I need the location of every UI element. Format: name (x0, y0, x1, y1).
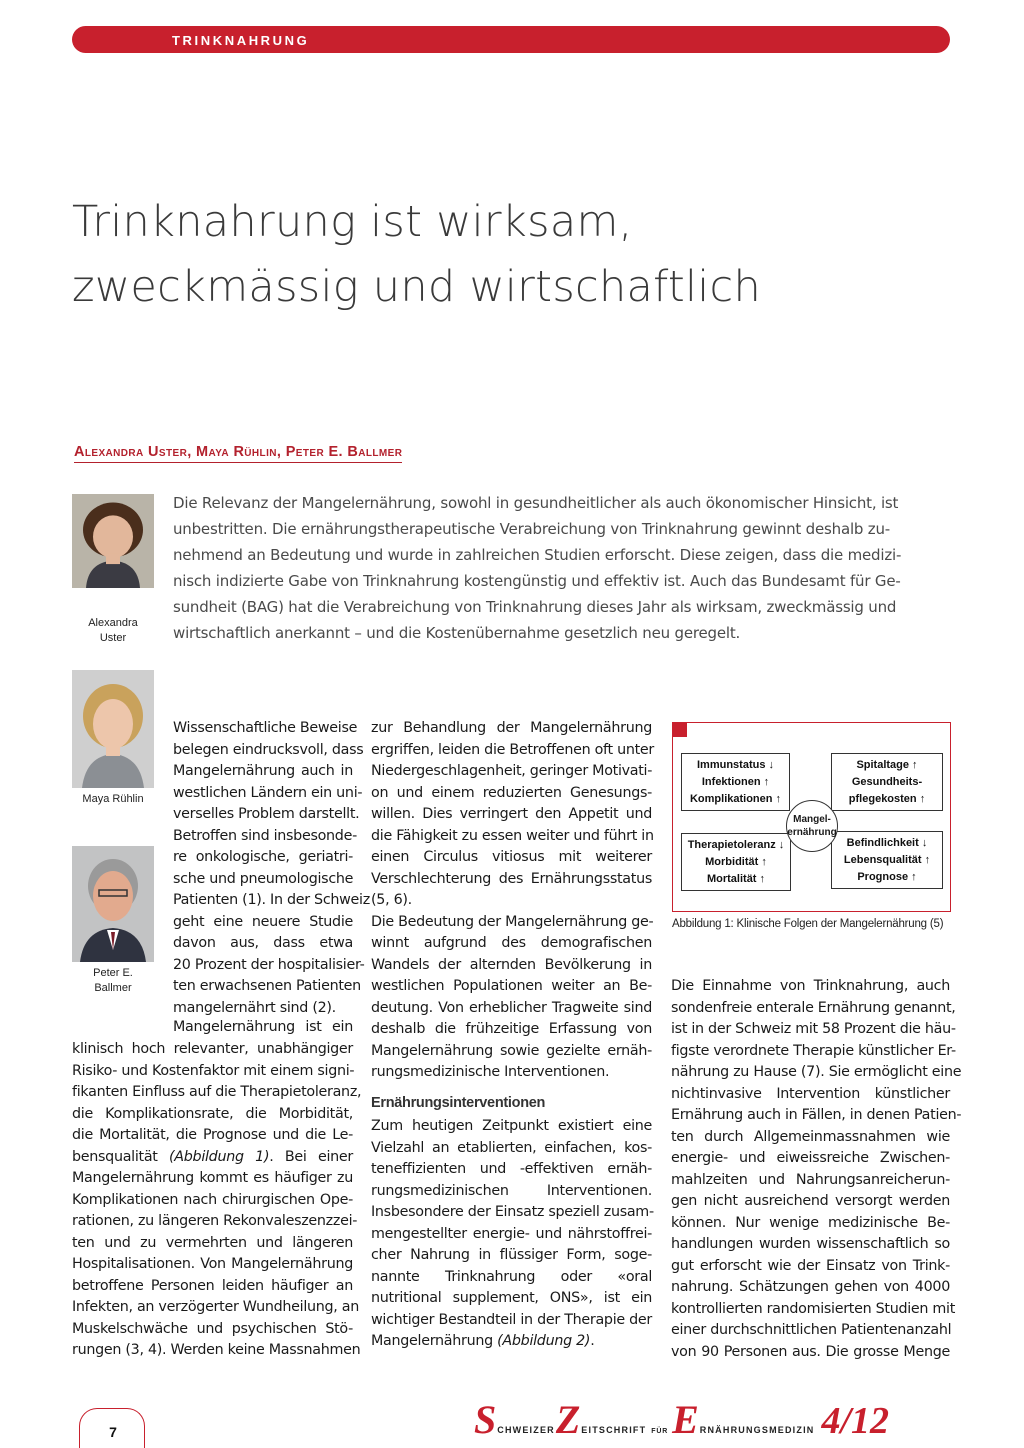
figure-box-bottom-right: Befindlichkeit ↓ Lebensqualität ↑ Prognose ↑ (831, 831, 943, 889)
body-line: kontrollierten randomisierten Studien mit (671, 1300, 956, 1317)
photo-caption-ballmer: Peter E. Ballmer (93, 967, 133, 994)
lead-line: sundheit (BAG) hat die Verabreichung von Trinknahrung dieses Jahr als wirksam, zweckmässig und (173, 598, 897, 616)
figure-box-top-left: Immunstatus ↓ Infektionen ↑ Komplikationen ↑ (681, 753, 790, 811)
body-line: ist in der Schweiz mit 58 Prozent die häu- (671, 1021, 956, 1037)
body-line: rungsmedizinische Interventionen. (371, 1064, 610, 1080)
figure-1-diagram (672, 722, 951, 912)
lead-line: wirtschaftlich anerkannt – und die Kostenübernahme gesetzlich neu geregelt. (173, 624, 741, 642)
article-authors: Alexandra Uster, Maya Rühlin, Peter E. Ballmer (74, 444, 402, 463)
author-photo-ruehlin (72, 670, 154, 788)
body-line: cher Nahrung in flüssiger Form, soge- (371, 1247, 652, 1263)
body-line: Mangelernährung sowie gezielte ernäh- (371, 1042, 652, 1059)
body-line: wichtiger Bestandteil in der Therapie der (371, 1311, 652, 1328)
body-line: Insbesondere der Einsatz speziell zusam- (371, 1204, 654, 1220)
body-column-3 (671, 976, 962, 1363)
body-line: (5, 6). (371, 892, 412, 908)
body-line: Wandels der alternden Bevölkerung in (371, 956, 652, 973)
body-line: deutung. Von erheblicher Tragweite sind (371, 999, 652, 1016)
body-line: Vielzahl an etablierten, einfachen, kos- (371, 1139, 652, 1156)
body-line: ergriffen, leiden die Betroffenen oft unter (371, 741, 654, 758)
lead-line: Die Relevanz der Mangelernährung, sowohl in gesundheitlicher als auch ökonomischer Hinsicht, ist (173, 494, 899, 512)
body-line: Wissenschaftliche Beweise (173, 720, 358, 736)
body-column-narrow (173, 718, 370, 1019)
body-line: ten durch Allgemeinmassnahmen wie (671, 1128, 950, 1145)
body-line: Hospitalisationen. Von Mangelernährung (72, 1256, 353, 1272)
body-line: Ernährung auch in Fällen, in denen Patien- (671, 1107, 962, 1123)
body-line: sche und pneumologische (173, 870, 354, 887)
body-line: betroffene Personen leiden häufiger an (72, 1277, 353, 1294)
body-line: Risiko- und Kostenfaktor mit einem signi- (72, 1062, 355, 1079)
body-line: Patienten (1). In der Schweiz (173, 892, 370, 908)
body-line: westlichen Ländern ein uni- (173, 784, 363, 801)
body-line: geht eine neuere Studie (173, 913, 353, 930)
body-line: bensqualität (Abbildung 1). Bei einer (72, 1148, 353, 1165)
body-line: handlungen wurden wissenschaftlich so (671, 1236, 950, 1252)
article-title (72, 190, 952, 319)
body-line: mengestellter energie- und nährstoffrei- (371, 1225, 652, 1242)
body-column-1-start (173, 1017, 353, 1039)
figure-reference-2: (Abbildung 2) (497, 1333, 591, 1349)
body-column-1 (72, 1039, 362, 1362)
body-line: nichtinvasive Intervention künstlicher (671, 1085, 950, 1102)
body-line: westlichen Populationen weiter an Be- (371, 978, 652, 994)
journal-logo: S CHWEIZER Z EITSCHRIFT FÜR E RNÄHRUNGSMEDIZIN 4/12 (474, 1397, 890, 1442)
body-line: verselles Problem darstellt. (173, 806, 360, 822)
body-line: figste verordnete Therapie künstlicher Er- (671, 1042, 956, 1059)
body-line: einer durchschnittlichen Patientenanzahl (671, 1322, 952, 1338)
body-line: einen Circulus vitiosus mit weiterer (371, 849, 652, 865)
body-line: Infekten, an verzögerter Wundheilung, an (72, 1299, 359, 1315)
photo-caption-uster: Alexandra Uster (88, 617, 138, 644)
figure-reference-1: (Abbildung 1) (169, 1148, 270, 1165)
body-line: mahlzeiten und Nahrungsanreicherun- (671, 1171, 950, 1188)
photo-caption-ruehlin: Maya Rühlin (82, 793, 144, 805)
body-line: 20 Prozent der hospitalisier- (173, 956, 365, 973)
body-line: mangelernährt sind (2). (173, 999, 336, 1016)
body-line: on und einem reduzierten Genesungs- (371, 784, 652, 801)
body-column-2 (371, 718, 652, 1353)
figure-box-top-right: Spitaltage ↑ Gesundheits- pflegekosten ↑ (831, 753, 943, 811)
body-line: teneffizienten und -effektiven ernäh- (371, 1161, 652, 1177)
body-line: die Fähigkeit zu essen weiter und führt in (371, 827, 654, 844)
section-label: TRINKNAHRUNG (172, 33, 310, 48)
body-line: re onkologische, geriatri- (173, 849, 353, 865)
body-line: Komplikationen nach chirurgischen Ope- (72, 1191, 353, 1208)
body-line: gen nicht ausreichend versorgt werden (671, 1193, 950, 1209)
body-line: willen. Dies verringert den Appetit und (371, 806, 652, 822)
body-line: Die Einnahme von Trinknahrung, auch (671, 978, 950, 994)
body-line: Die Bedeutung der Mangelernährung ge- (371, 913, 654, 930)
body-line: rungsmedizinischen Interventionen. (371, 1182, 652, 1199)
body-line: ten und zu vermehrten und längeren (72, 1234, 353, 1251)
page-number: 7 (109, 1424, 117, 1440)
body-line: Zum heutigen Zeitpunkt existiert eine (371, 1118, 652, 1134)
body-line: energie- und eiweissreiche Zwischen- (671, 1150, 950, 1166)
title-line-1: Trinknahrung ist wirksam, (72, 197, 633, 247)
body-line: gut erforscht wie der Einsatz von Trink- (671, 1257, 950, 1274)
lead-line: nisch indizierte Gabe von Trinknahrung kostengünstig und effektiv ist. Auch das Bundesamt für Ge- (173, 572, 901, 590)
body-line: nannte Trinknahrung oder «oral (371, 1268, 652, 1285)
figure-center-node: Mangel- ernährung (786, 800, 838, 852)
body-line: von 90 Personen aus. Die grosse Menge (671, 1343, 950, 1360)
section-subheading: Ernährungsinterventionen (371, 1094, 546, 1111)
body-line: Mangelernährung auch in (173, 763, 353, 779)
figure-box-bottom-left: Therapietoleranz ↓ Morbidität ↑ Mortalität ↑ (681, 833, 791, 891)
body-line: rationen, zu längeren Rekonvaleszenzzei- (72, 1213, 358, 1229)
page-number-tab (79, 1408, 145, 1448)
author-photo-ballmer (72, 846, 154, 962)
title-line-2: zweckmässig und wirtschaftlich (72, 261, 762, 312)
figure-1-caption: Abbildung 1: Klinische Folgen der Mangelernährung (5) (672, 918, 944, 930)
body-line: fikanten Einfluss auf die Therapietoleranz, (72, 1084, 362, 1100)
body-line: nährung zu Hause (7). Sie ermöglicht eine (671, 1064, 962, 1080)
body-line: zur Behandlung der Mangelernährung (371, 720, 652, 736)
body-line: sondenfreie enterale Ernährung genannt, (671, 999, 956, 1016)
body-line: nahrung. Schätzungen gehen von 4000 (671, 1279, 950, 1295)
body-line: die Komplikationsrate, die Morbidität, (72, 1105, 353, 1122)
body-line: davon aus, dass etwa (173, 935, 353, 951)
body-line: winnt aufgrund des demografischen (371, 935, 652, 951)
body-line: Betroffen sind insbesonde- (173, 827, 357, 844)
body-line: die Mortalität, die Prognose und die Le- (72, 1127, 353, 1143)
body-line: Verschlechterung des Ernährungsstatus (371, 870, 652, 887)
lead-line: nehmend an Bedeutung und wurde in zahlreichen Studien erforscht. Diese zeigen, dass die medizi- (173, 546, 902, 564)
article-lead (173, 490, 949, 646)
figure-corner-marker (673, 723, 687, 737)
section-header-bar (72, 26, 950, 53)
body-line: ten erwachsenen Patienten (173, 978, 361, 994)
body-line: Niedergeschlagenheit, geringer Motivati- (371, 763, 653, 779)
author-photo-uster (72, 494, 154, 588)
body-line: Mangelernährung kommt es häufiger zu (72, 1170, 353, 1186)
lead-line: unbestritten. Die ernährungstherapeutische Verabreichung von Trinknahrung gewinnt deshalb zu- (173, 520, 890, 538)
body-line: belegen eindrucksvoll, dass (173, 741, 364, 758)
body-line: nutritional supplement, ONS», ist ein (371, 1290, 652, 1306)
body-line: Muskelschwäche und psychischen Stö- (72, 1320, 353, 1337)
body-line: Mangelernährung (Abbildung 2). (371, 1333, 595, 1349)
body-line: rungen (3, 4). Werden keine Massnahmen (72, 1342, 361, 1358)
body-line: deshalb die frühzeitige Erfassung von (371, 1021, 652, 1037)
body-line: Mangelernährung ist ein (173, 1019, 353, 1035)
body-line: klinisch hoch relevanter, unabhängiger (72, 1041, 353, 1057)
issue-number: 4/12 (821, 1400, 890, 1442)
body-line: können. Nur wenige medizinische Be- (671, 1214, 950, 1231)
